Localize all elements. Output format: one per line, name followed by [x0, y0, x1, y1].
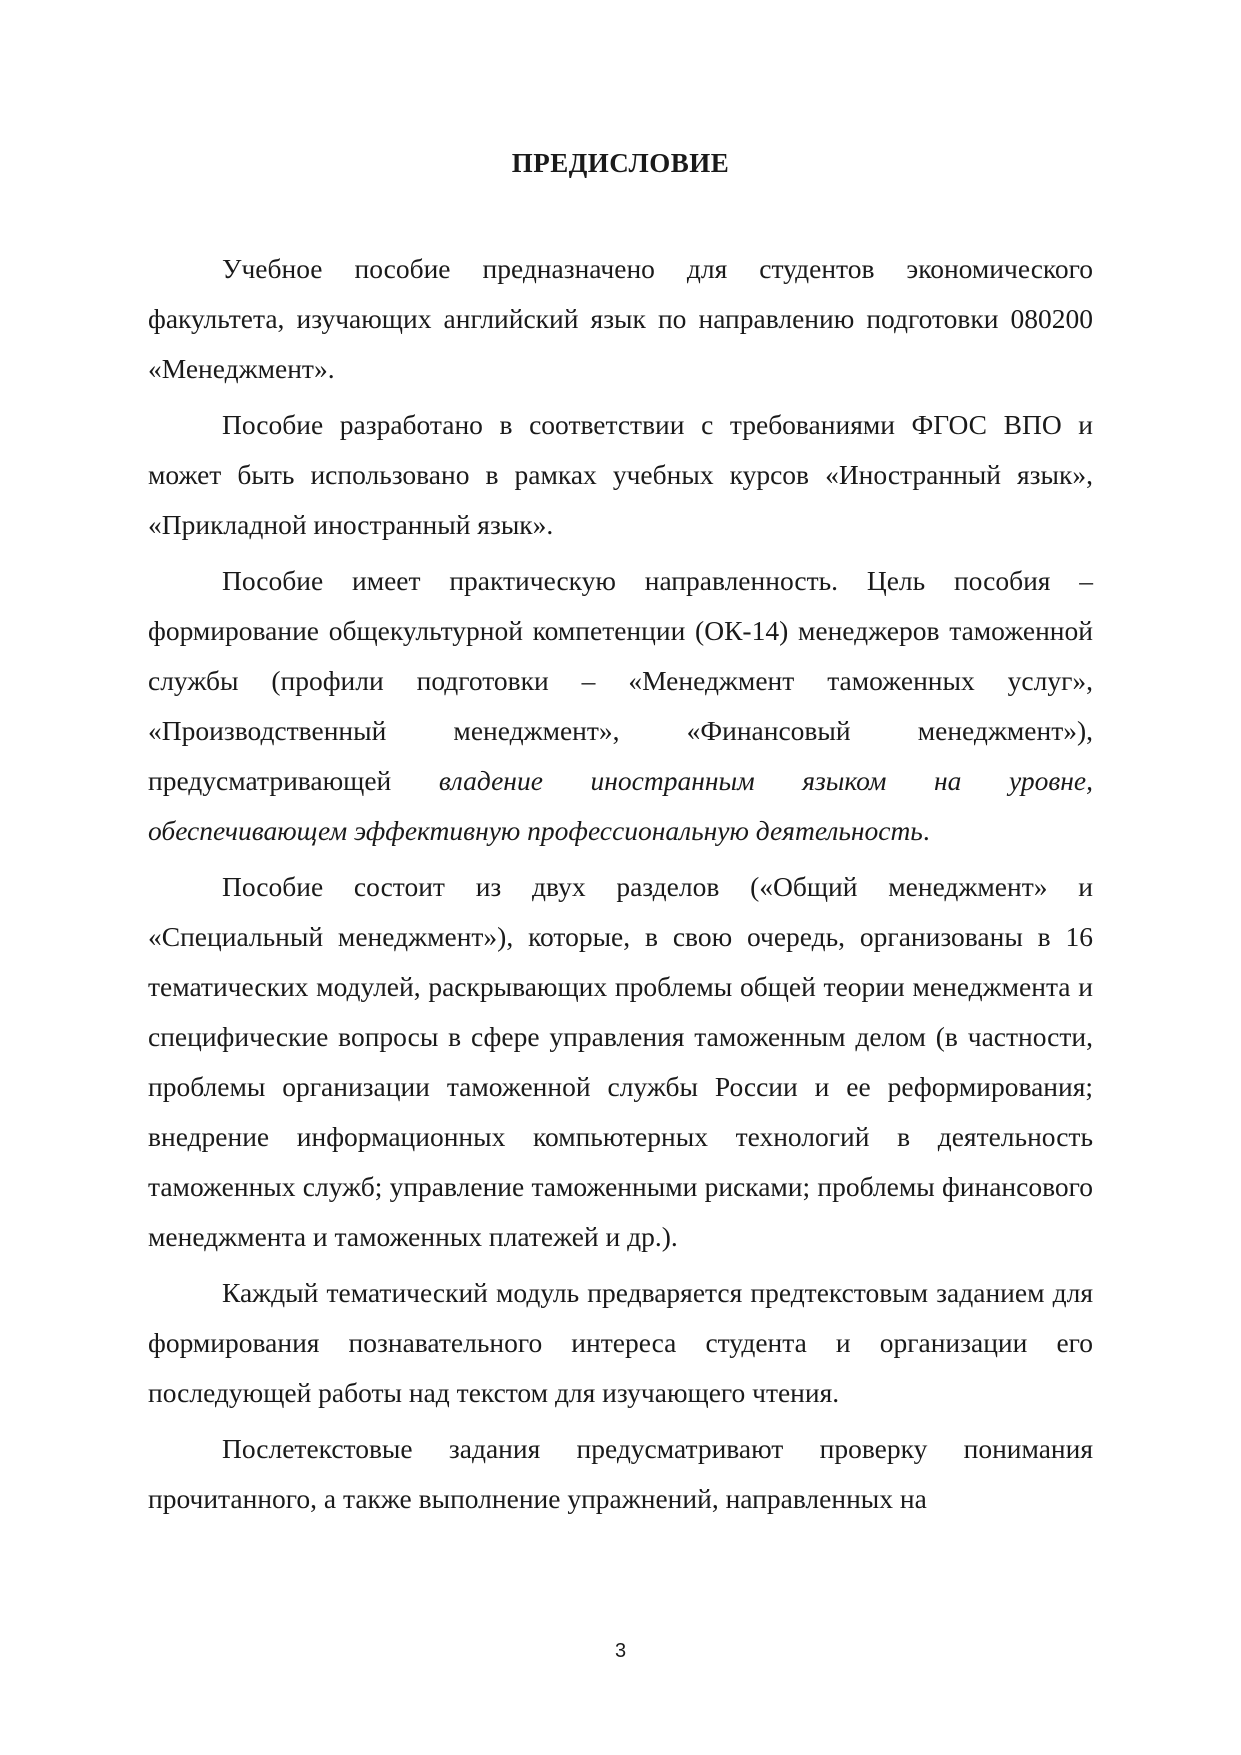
page-number: 3 [614, 1640, 627, 1662]
paragraph-pretext-tasks: Каждый тематический модуль предваряется предтекстовым заданием для формирования познавательного интереса студента и организации его последующей работы над текстом для изучающего чтения. [148, 1277, 1093, 1408]
paragraph-goal-emphasis: владение иностранным языком на уровне, обеспечивающем эффективную профессиональную деятельность [148, 765, 1093, 846]
document-body [148, 244, 1093, 1530]
paragraph-posttext-tasks: Послетекстовые задания предусматривают проверку понимания прочитанного, а также выполнение упражнений, направленных на [148, 1433, 1093, 1514]
paragraph-structure: Пособие состоит из двух разделов («Общий менеджмент» и «Специальный менеджмент»), которые, в свою очередь, организованы в 16 тематических модулей, раскрывающих проблемы общей теории менеджмента и специфические вопросы в сфере управления таможенным делом (в частности, проблемы организации таможенной службы России и ее реформирования; внедрение информационных компьютерных технологий в деятельность таможенных служб; управление таможенными рисками; проблемы финансового менеджмента и таможенных платежей и др.). [148, 871, 1093, 1252]
page-title: ПРЕДИСЛОВИЕ [511, 148, 730, 178]
paragraph-goal-end: . [922, 815, 930, 846]
paragraph-purpose: Учебное пособие предназначено для студентов экономического факультета, изучающих английский язык по направлению подготовки 080200 «Менеджмент». [148, 253, 1093, 384]
paragraph-standards: Пособие разработано в соответствии с требованиями ФГОС ВПО и может быть использовано в рамках учебных курсов «Иностранный язык», «Прикладной иностранный язык». [148, 409, 1093, 540]
paragraph-goal [148, 556, 1093, 856]
paragraph-goal-text: Пособие имеет практическую направленность. Цель пособия – формирование общекультурной компетенции (ОК-14) менеджеров таможенной службы (профили подготовки – «Менеджмент таможенных услуг», «Производственный менеджмент», «Финансовый менеджмент»), предусматривающей [148, 565, 1093, 796]
